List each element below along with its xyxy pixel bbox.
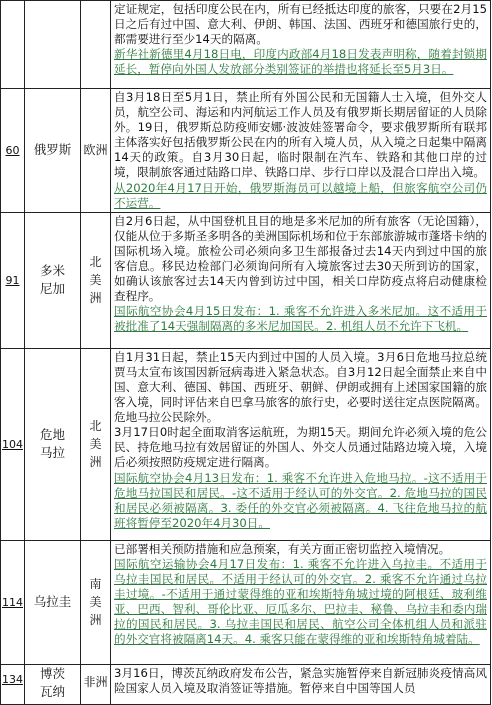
region-name: 非洲	[81, 664, 111, 704]
policy-detail	[111, 1, 491, 89]
policy-update-paragraph: 从2020年4月17日开始，俄罗斯海员可以越境上船，但旅客航空公司仍不运营。	[114, 180, 487, 210]
policy-update-paragraph: 国际航空运输协会4月17日发布：1. 乘客不允许进入乌拉圭。不适用于乌拉圭国民和居民。不适用于经认可的外交官。2. 乘客不允许通过乌拉圭过境。-不适用于通过蒙得维的亚和埃斯特角城过境的阿根廷、玻利维亚、巴西、智利、哥伦比亚、厄瓜多尔、巴拉圭、秘鲁、乌拉圭和委内瑞拉的国民和居民。3. 乌拉圭国民和居民、航空公司全体机组人员和派驻的外交官将被隔离14天。4. 乘客只能在蒙得维的亚和埃斯特角城着陆。	[114, 556, 487, 647]
country-name: 博茨瓦纳	[39, 665, 65, 699]
region-name: 南美洲	[89, 577, 102, 628]
policy-paragraph: 自1月31日起，禁止15天内到过中国的人员入境。3月6日危地马拉总统贾马太宣布该国因新冠病毒进入紧急状态。自3月12日起全面禁止来自中国、意大利、德国、韩国、西班牙、朝鲜、伊朗或拥有上述国家国籍的旅客入境，同时评估来自巴拿马旅客的旅行史，必要时送往定点医院隔离。危地马拉公民除外。	[114, 349, 487, 425]
table-row	[1, 540, 491, 664]
region-name: 北美洲	[89, 419, 102, 470]
policy-detail	[111, 540, 491, 664]
policy-paragraph: 自2月6日起，从中国登机且目的地是多米尼加的所有旅客（无论国籍），仅能从位于多斯圣多明各的美洲国际机场和位于东部旅游城市蓬塔卡纳的国际机场入境。旅检公司必须向多卫生部报备过去14天内到过中国的旅客信息。移民边检部门必须询问所有入境旅客过去30天所到访的国家，如确认该旅客过去14天内曾到访过中国，相关口岸防疫点将启动健康检查程序。	[114, 213, 487, 304]
table-row	[1, 664, 491, 704]
policy-paragraph: 3月17日0时起全面取消客运航班，为期15天。期间允许必须入境的危公民、持危地马拉有效居留证的外国人、外交人员通过陆路边境入境，入境后必须按照防疫规定进行隔离。	[114, 425, 487, 470]
policy-detail	[111, 348, 491, 540]
policy-paragraph: 3月16日，博茨瓦纳政府发布公告，紧急实施暂停来自新冠肺炎疫情高风险国家人员入境及取消签证等措施。暂停来自中国等国人员	[114, 665, 487, 695]
table-row	[1, 212, 491, 348]
row-number: 134	[2, 672, 23, 686]
row-number: 91	[5, 273, 20, 287]
region-name: 北美洲	[89, 255, 102, 306]
country-name: 俄罗斯	[25, 89, 81, 213]
row-number: 104	[2, 437, 23, 451]
policy-detail	[111, 664, 491, 704]
policy-detail	[111, 89, 491, 213]
policy-update-paragraph: 新华社新德里4月18日电，印度内政部4月18日发表声明称，随着封锁期延长，暂停向外国人发放部分类别签证的举措也将延长至5月3日。	[114, 47, 487, 77]
country-name	[25, 1, 81, 89]
policy-update-paragraph: 国际航空协会4月15日发布：1. 乘客不允许进入多米尼加。这不适用于被批准了14天强制隔离的多米尼加国民。2. 机组人员不允许下飞机。	[114, 304, 487, 334]
country-name: 乌拉圭	[25, 540, 81, 664]
policy-update-paragraph: 国际航空协会4月13日发布：1. 乘客不允许进入危地马拉。-这不适用于危地马拉国民和居民。-这不适用于经认可的外交官。2. 危地马拉的国民和居民必须被隔离。3. 委任的外交官必须被隔离。4. 飞往危地马拉的航班将暂停至2020年4月30日。	[114, 470, 487, 530]
region-name: 欧洲	[81, 89, 111, 213]
row-number: 60	[5, 143, 20, 157]
table-row	[1, 348, 491, 540]
policy-paragraph: 已部署相关预防措施和应急预案，有关方面正密切监控入境情况。	[114, 541, 451, 556]
row-number	[1, 1, 25, 89]
policy-paragraph: 定证规定，包括印度公民在内，所有已经抵达印度的旅客，只要在2月15日之后有过中国、意大利、伊朗、韩国、法国、西班牙和德国旅行史的，都需要进行至少14天的隔离。	[114, 2, 487, 47]
policy-paragraph: 自3月18日至5月1日，禁止所有外国公民和无国籍人士入境，但外交人员，航空公司、海运和内河航运工作人员及有俄罗斯长期居留证的人员除外。19日，俄罗斯总防疫师安娜·波波娃签署命令，要求俄罗斯所有联邦主体落实好包括俄罗斯公民在内的所有入境人员，从入境之日起集中隔离14天的政策。自3月30日起，临时限制在汽车、铁路和其他口岸的过境，限制旅客通过陆路口岸、铁路口岸、步行口岸以及混合口岸出入境。	[114, 90, 487, 180]
policy-detail	[111, 212, 491, 348]
country-name: 危地马拉	[39, 427, 65, 461]
row-number: 114	[2, 595, 23, 609]
table-row	[1, 89, 491, 213]
table-row	[1, 1, 491, 89]
region-name	[81, 1, 111, 89]
country-name: 多米尼加	[39, 263, 65, 297]
